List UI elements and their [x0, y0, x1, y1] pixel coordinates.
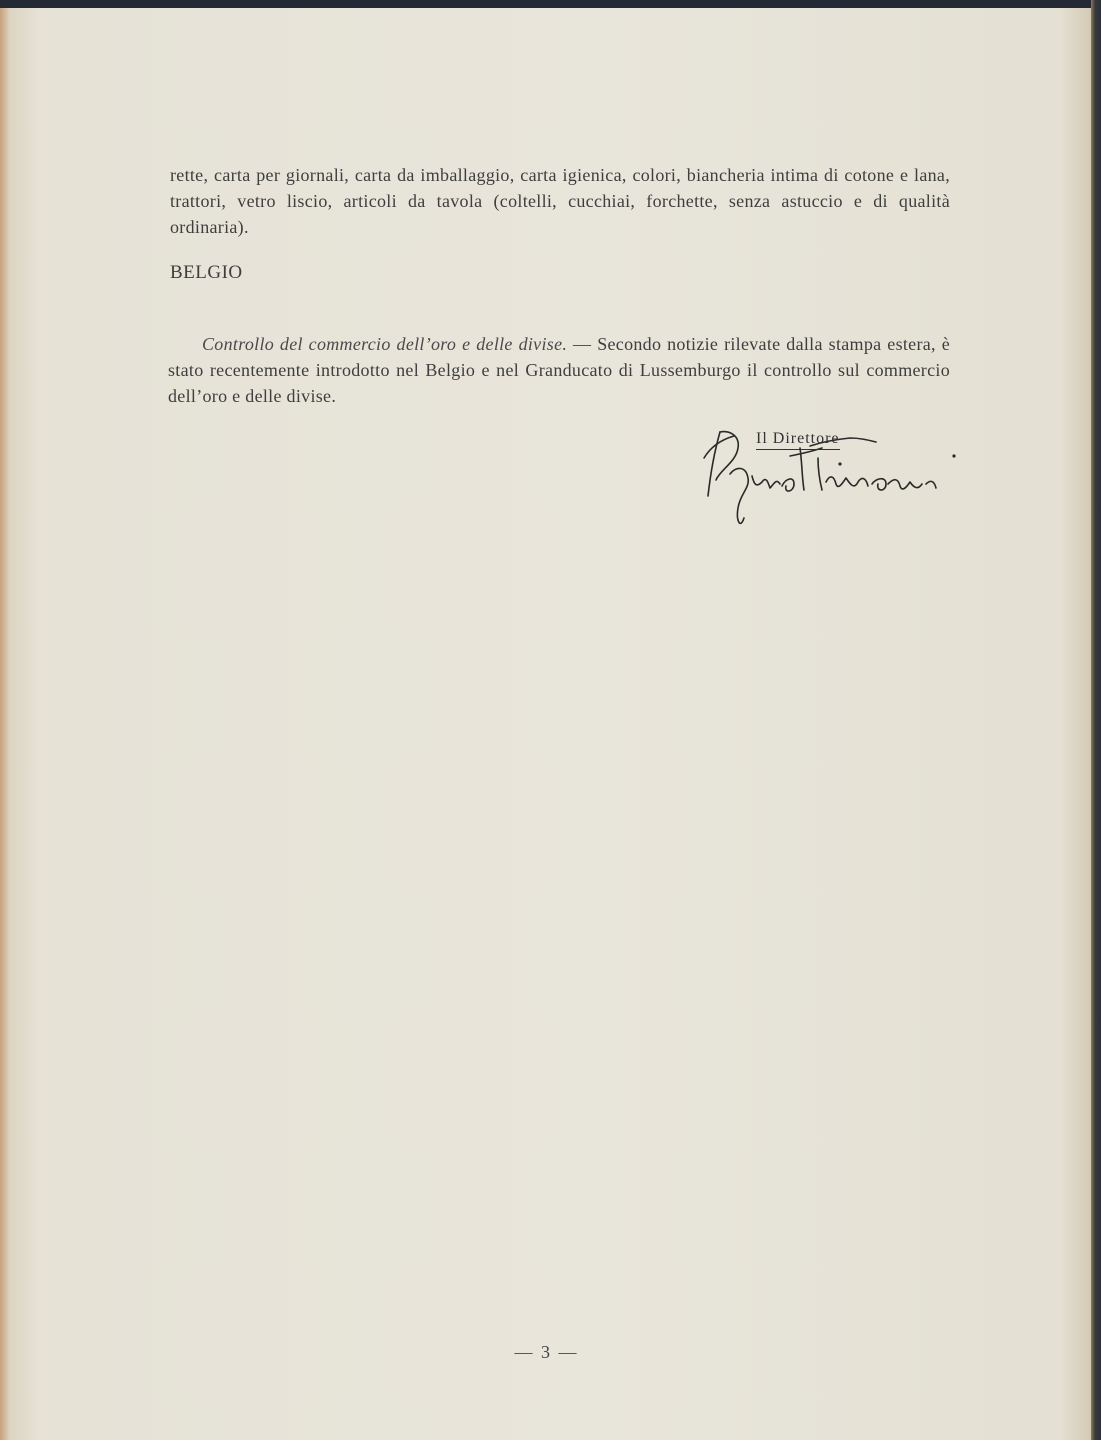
paragraph-body: — Secondo notizie rilevate dalla stampa estera, è stato recentemente introdotto nel Belgio e nel Granducato di Lussemburgo il controllo sul commercio dell’oro e delle divise.: [168, 334, 950, 406]
section-heading: BELGIO: [170, 262, 243, 283]
paragraph-continuation: rette, carta per giornali, carta da imballaggio, carta igienica, colori, biancheria intima di cotone e lana, trattori, vetro liscio, articoli da tavola (coltelli, cucchiai, forchette, senza astuccio e di qualità ordinaria).: [170, 165, 950, 237]
right-binding-edge: [1091, 0, 1101, 1440]
paragraph-title: Controllo del commercio dell’oro e delle divise.: [202, 334, 568, 354]
paragraph-belgio: [168, 331, 950, 409]
document-page: [0, 8, 1093, 1440]
page-number: — 3 —: [514, 1342, 579, 1362]
signature-block: [690, 418, 960, 533]
signature-title: Il Direttore: [756, 430, 840, 450]
